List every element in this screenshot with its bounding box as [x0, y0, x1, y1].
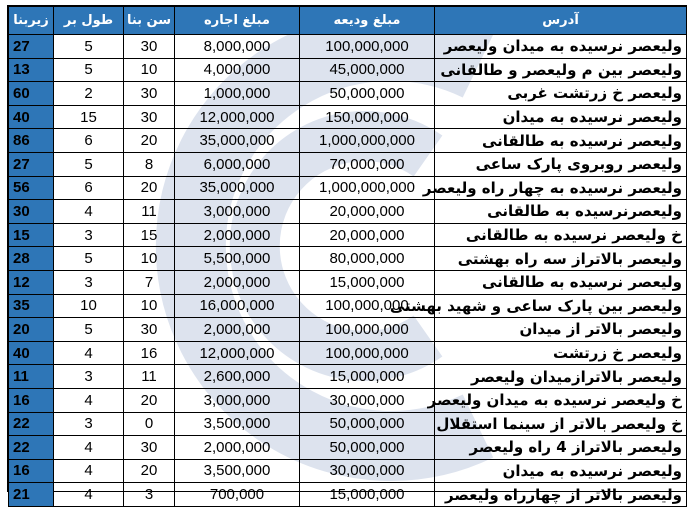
cell-frontage: 4	[54, 436, 124, 460]
cell-deposit: 50,000,000	[300, 412, 435, 436]
cell-rent: 2,000,000	[175, 270, 300, 294]
cell-area: 35	[9, 294, 54, 318]
cell-area: 27	[9, 35, 54, 59]
cell-rent: 8,000,000	[175, 35, 300, 59]
cell-address: ولیعصر خ زرتشت غربی	[435, 82, 687, 106]
cell-deposit: 20,000,000	[300, 200, 435, 224]
cell-deposit: 100,000,000	[300, 318, 435, 342]
cell-address: خ ولیعصر بالاتر از سینما استقلال	[435, 412, 687, 436]
cell-rent: 16,000,000	[175, 294, 300, 318]
cell-frontage: 4	[54, 459, 124, 483]
cell-area: 16	[9, 459, 54, 483]
cell-age: 30	[124, 82, 175, 106]
cell-frontage: 5	[54, 152, 124, 176]
cell-age: 10	[124, 247, 175, 271]
cell-address: ولیعصر بین پارک ساعی و شهید بهشتی	[435, 294, 687, 318]
cell-area: 86	[9, 129, 54, 153]
table-row	[9, 35, 687, 59]
cell-age: 15	[124, 223, 175, 247]
cell-frontage: 5	[54, 58, 124, 82]
header-deposit: مبلغ ودیعه	[300, 7, 435, 35]
cell-deposit: 30,000,000	[300, 459, 435, 483]
cell-frontage: 3	[54, 412, 124, 436]
table-row	[9, 82, 687, 106]
table-row	[9, 341, 687, 365]
cell-rent: 3,500,000	[175, 459, 300, 483]
cell-frontage: 3	[54, 270, 124, 294]
cell-address: خ ولیعصر نرسیده به طالقانی	[435, 223, 687, 247]
cell-age: 20	[124, 129, 175, 153]
cell-deposit: 15,000,000	[300, 483, 435, 507]
cell-area: 28	[9, 247, 54, 271]
table-row	[9, 436, 687, 460]
header-frontage: طول بر	[54, 7, 124, 35]
cell-area: 15	[9, 223, 54, 247]
cell-frontage: 10	[54, 294, 124, 318]
cell-age: 30	[124, 35, 175, 59]
cell-frontage: 2	[54, 82, 124, 106]
cell-age: 30	[124, 105, 175, 129]
cell-frontage: 6	[54, 129, 124, 153]
cell-rent: 3,000,000	[175, 200, 300, 224]
cell-age: 11	[124, 365, 175, 389]
cell-age: 8	[124, 152, 175, 176]
cell-age: 0	[124, 412, 175, 436]
header-address: آدرس	[435, 7, 687, 35]
listing-table-frame	[7, 5, 687, 504]
cell-area: 40	[9, 341, 54, 365]
cell-area: 11	[9, 365, 54, 389]
cell-rent: 12,000,000	[175, 105, 300, 129]
header-rent: مبلغ اجاره	[175, 7, 300, 35]
cell-deposit: 100,000,000	[300, 341, 435, 365]
table-row	[9, 247, 687, 271]
cell-deposit: 100,000,000	[300, 35, 435, 59]
cell-area: 16	[9, 388, 54, 412]
cell-deposit: 50,000,000	[300, 82, 435, 106]
cell-address: ولیعصر بین م ولیعصر و طالقانی	[435, 58, 687, 82]
cell-age: 7	[124, 270, 175, 294]
cell-age: 20	[124, 176, 175, 200]
cell-rent: 3,500,000	[175, 412, 300, 436]
cell-rent: 2,600,000	[175, 365, 300, 389]
cell-area: 20	[9, 318, 54, 342]
cell-rent: 1,000,000	[175, 82, 300, 106]
cell-address: ولیعصر نرسیده به طالقانی	[435, 129, 687, 153]
cell-age: 11	[124, 200, 175, 224]
cell-deposit: 15,000,000	[300, 270, 435, 294]
table-row	[9, 294, 687, 318]
cell-rent: 4,000,000	[175, 58, 300, 82]
cell-deposit: 80,000,000	[300, 247, 435, 271]
table-row	[9, 459, 687, 483]
cell-deposit: 1,000,000,000	[300, 129, 435, 153]
cell-address: ولیعصر بالاتر از میدان	[435, 318, 687, 342]
cell-address: ولیعصر نرسیده به چهار راه ولیعصر	[435, 176, 687, 200]
cell-deposit: 15,000,000	[300, 365, 435, 389]
cell-area: 13	[9, 58, 54, 82]
cell-deposit: 50,000,000	[300, 436, 435, 460]
cell-frontage: 3	[54, 223, 124, 247]
cell-age: 10	[124, 294, 175, 318]
cell-deposit: 20,000,000	[300, 223, 435, 247]
cell-frontage: 4	[54, 483, 124, 507]
cell-age: 30	[124, 436, 175, 460]
cell-rent: 3,000,000	[175, 388, 300, 412]
cell-area: 60	[9, 82, 54, 106]
table-row	[9, 200, 687, 224]
table-row	[9, 365, 687, 389]
table-row	[9, 483, 687, 507]
table-row	[9, 412, 687, 436]
cell-area: 30	[9, 200, 54, 224]
cell-rent: 700,000	[175, 483, 300, 507]
cell-frontage: 3	[54, 365, 124, 389]
cell-area: 12	[9, 270, 54, 294]
cell-rent: 35,000,000	[175, 176, 300, 200]
table-row	[9, 152, 687, 176]
cell-deposit: 45,000,000	[300, 58, 435, 82]
cell-frontage: 4	[54, 200, 124, 224]
cell-rent: 5,500,000	[175, 247, 300, 271]
cell-frontage: 6	[54, 176, 124, 200]
cell-address: ولیعصر نرسیده به میدان	[435, 105, 687, 129]
cell-rent: 2,000,000	[175, 223, 300, 247]
cell-area: 22	[9, 412, 54, 436]
cell-age: 30	[124, 318, 175, 342]
cell-address: ولیعصر نرسیده به میدان	[435, 459, 687, 483]
cell-area: 27	[9, 152, 54, 176]
cell-address: ولیعصر بالاتراز سه راه بهشتی	[435, 247, 687, 271]
cell-frontage: 5	[54, 247, 124, 271]
cell-address: ولیعصرنرسیده به طالقانی	[435, 200, 687, 224]
cell-address: ولیعصر بالاتراز 4 راه ولیعصر	[435, 436, 687, 460]
table-row	[9, 318, 687, 342]
table-row	[9, 388, 687, 412]
table-row	[9, 58, 687, 82]
cell-age: 3	[124, 483, 175, 507]
table-row	[9, 105, 687, 129]
header-age: سن بنا	[124, 7, 175, 35]
cell-address: ولیعصر روبروی پارک ساعی	[435, 152, 687, 176]
cell-frontage: 4	[54, 341, 124, 365]
cell-deposit: 70,000,000	[300, 152, 435, 176]
cell-rent: 2,000,000	[175, 436, 300, 460]
cell-deposit: 150,000,000	[300, 105, 435, 129]
table-row	[9, 176, 687, 200]
cell-rent: 35,000,000	[175, 129, 300, 153]
cell-age: 16	[124, 341, 175, 365]
header-area: زیربنا	[9, 7, 54, 35]
cell-age: 20	[124, 388, 175, 412]
cell-frontage: 15	[54, 105, 124, 129]
cell-frontage: 5	[54, 318, 124, 342]
cell-address: ولیعصر بالاتر از چهارراه ولیعصر	[435, 483, 687, 507]
cell-address: ولیعصر بالاترازمیدان ولیعصر	[435, 365, 687, 389]
cell-area: 56	[9, 176, 54, 200]
cell-deposit: 30,000,000	[300, 388, 435, 412]
cell-age: 10	[124, 58, 175, 82]
cell-address: خ ولیعصر نرسیده به میدان ولیعصر	[435, 388, 687, 412]
cell-area: 22	[9, 436, 54, 460]
table-row	[9, 129, 687, 153]
cell-address: ولیعصر خ زرتشت	[435, 341, 687, 365]
cell-deposit: 1,000,000,000	[300, 176, 435, 200]
cell-rent: 12,000,000	[175, 341, 300, 365]
cell-area: 21	[9, 483, 54, 507]
table-row	[9, 223, 687, 247]
table-header-row	[9, 7, 687, 35]
cell-frontage: 4	[54, 388, 124, 412]
table-row	[9, 270, 687, 294]
cell-address: ولیعصر نرسیده به میدان ولیعصر	[435, 35, 687, 59]
cell-area: 40	[9, 105, 54, 129]
cell-address: ولیعصر نرسیده به طالقانی	[435, 270, 687, 294]
cell-frontage: 5	[54, 35, 124, 59]
cell-rent: 2,000,000	[175, 318, 300, 342]
rental-listings-table	[8, 6, 687, 507]
cell-age: 20	[124, 459, 175, 483]
cell-rent: 6,000,000	[175, 152, 300, 176]
cell-deposit: 100,000,000	[300, 294, 435, 318]
